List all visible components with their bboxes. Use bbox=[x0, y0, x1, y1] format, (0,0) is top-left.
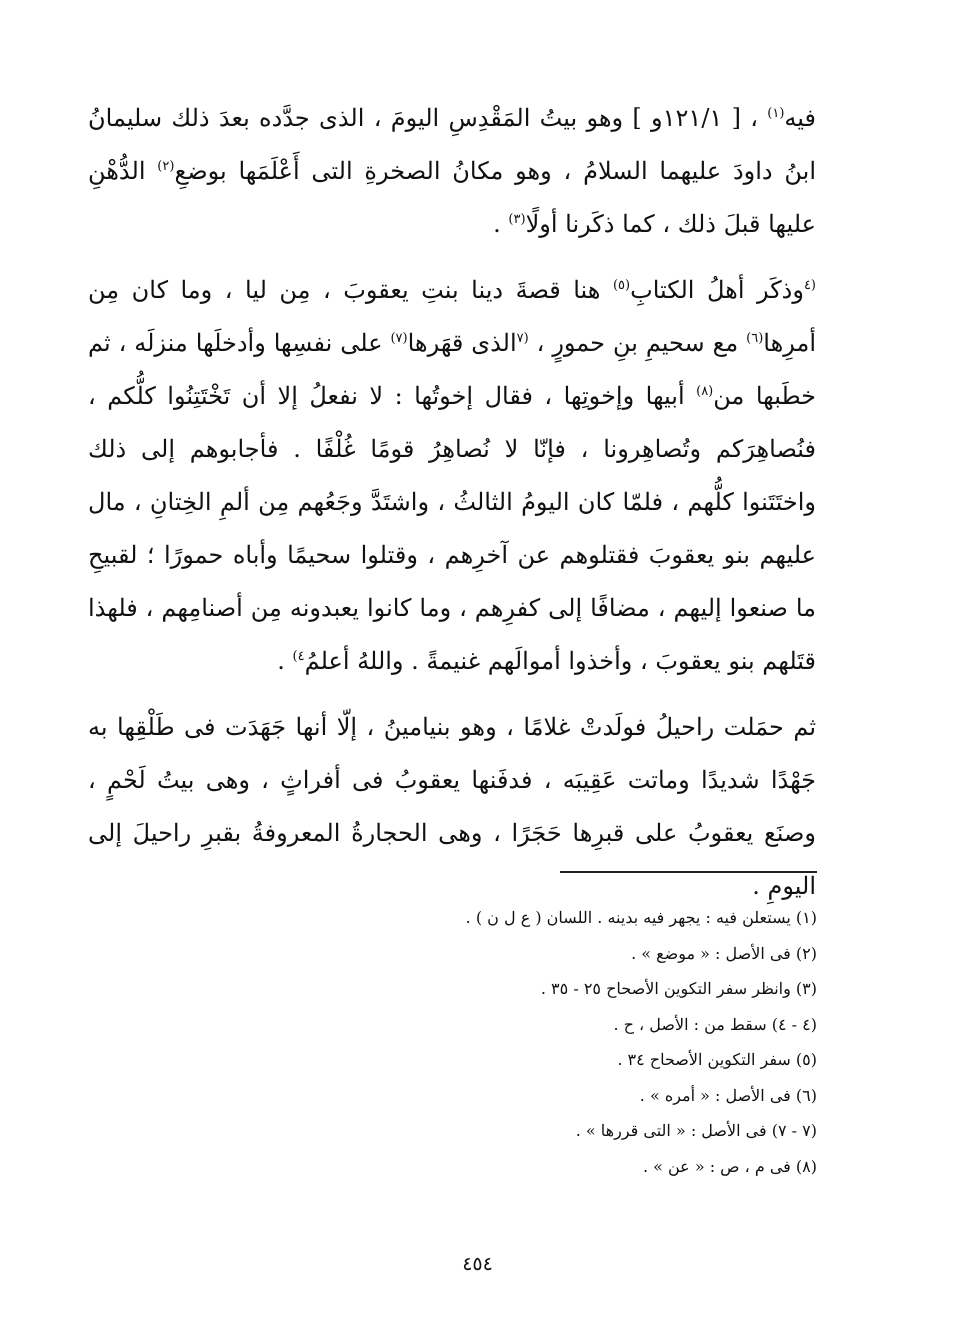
text-run: على نفسِها وأدخلَها منزلَه ، ثم خطَبها من bbox=[88, 329, 816, 410]
footnote-marker: ٤) bbox=[292, 649, 305, 664]
footnote: (٨) فى م ، ص : « عن » . bbox=[642, 1156, 817, 1176]
footnote: (٣) وانظر سفر التكوين الأصحاح ٢٥ - ٣٥ . bbox=[540, 979, 817, 998]
footnote-marker: (٥) bbox=[612, 278, 631, 293]
paragraph-2 bbox=[88, 264, 816, 688]
footnote: (٥) سفر التكوين الأصحاح ٣٤ . bbox=[617, 1050, 817, 1069]
footnote-marker: (٤ bbox=[803, 278, 816, 293]
text-run: الذى قهَرها bbox=[407, 329, 517, 357]
footnote-marker: (١) bbox=[767, 106, 785, 121]
footnote: (٦) فى الأصل : « أمره » . bbox=[639, 1085, 817, 1105]
paragraph-3 bbox=[88, 701, 816, 913]
footnote-marker: (٨) bbox=[696, 384, 714, 399]
text-run: أبيها وإخوتِها ، فقال إخوتُها : لا نفعلُ إلا أن تَخْتَتِنُوا كلُّكم ، فنُصاهِرَكم وتُصاهِرونا ، فإنّا لا نُصاهِرُ قومًا غُلْفًا . فأجابوهم إلى ذلك واختَتَنوا كلُّهم ، فلمّا كان اليومُ الثالثُ ، واشتَدَّ وجَعُهم مِن ألمِ الخِتانِ ، مال عليهم بنو يعقوبَ فقتلوهم عن آخرِهم ، وقتلوا سحيمًا وأباه حمورًا ؛ لقبيحِ ما صنعوا إليهم ، مضافًا إلى كفرِهم ، وما كانوا يعبدونه مِن أصنامِهم ، فلهذا قتَلهم بنو يعقوبَ ، وأخذوا أموالَهم غنيمةً . واللهُ أعلمُ bbox=[88, 382, 816, 675]
text-run: الدُّهْنِ عليها قبلَ ذلك ، كما ذكَرنا أولًا bbox=[88, 157, 816, 238]
footnote-marker: (٧ bbox=[516, 331, 529, 346]
text-run: ثم حمَلت راحيلُ فولَدتْ غلامًا ، وهو بنيامينُ ، إلّا أنها جَهَدَت فى طَلْقِها به جَهْدًا شديدًا وماتت عَقِيبَه ، فدفَنها يعقوبُ فى أفراثٍ ، وهى بيتُ لَحْمٍ ، وصنَع يعقوبُ على قبرِها حَجَرًا ، وهى الحجارةُ المعروفةُ بقبرِ راحيلَ إلى اليومِ . bbox=[88, 713, 816, 900]
text-run: فيه bbox=[784, 104, 817, 132]
text-run: وذكَر أهلُ الكتابِ bbox=[630, 276, 804, 304]
page-number: ٤٥٤ bbox=[462, 1253, 493, 1275]
footnote: (٢) فى الأصل : « موضع » . bbox=[631, 943, 817, 963]
footnote-marker: (٦) bbox=[746, 331, 764, 346]
text-run: . bbox=[493, 210, 509, 238]
footnote: (٤ - ٤) سقط من : الأصل ، ح . bbox=[613, 1014, 817, 1034]
footnotes-list bbox=[300, 900, 817, 1184]
footnote-marker: (٣) bbox=[508, 212, 526, 227]
footnote: (٧ - ٧) فى الأصل : « التى قررها » . bbox=[575, 1121, 817, 1140]
text-run: ، [ ١٢١/١و ] وهو بيتُ المَقْدِسِ اليومَ ، الذى جدَّده بعدَ ذلك سليمانُ ابنُ داودَ عليهما السلامُ ، وهو مكانُ الصخرةِ التى أَعْلَمَها بوضعِ bbox=[88, 104, 817, 185]
body-text bbox=[88, 92, 816, 913]
paragraph-1 bbox=[88, 92, 816, 251]
footnote-marker: (٧) bbox=[390, 331, 408, 346]
footnote-marker: (٢) bbox=[157, 159, 175, 174]
footnote: (١) يستعلن فيه : يجهر فيه بدينه . اللسان ( ع ل ن ) . bbox=[465, 908, 817, 927]
text-run: هنا قصةَ دينا بنتِ يعقوبَ ، مِن ليا ، وما كان مِن أمرِها bbox=[88, 276, 816, 357]
text-run: . bbox=[277, 647, 293, 675]
footnote-separator bbox=[560, 871, 817, 873]
text-run: مع سحيمِ بنِ حمورٍ ، bbox=[528, 329, 747, 357]
